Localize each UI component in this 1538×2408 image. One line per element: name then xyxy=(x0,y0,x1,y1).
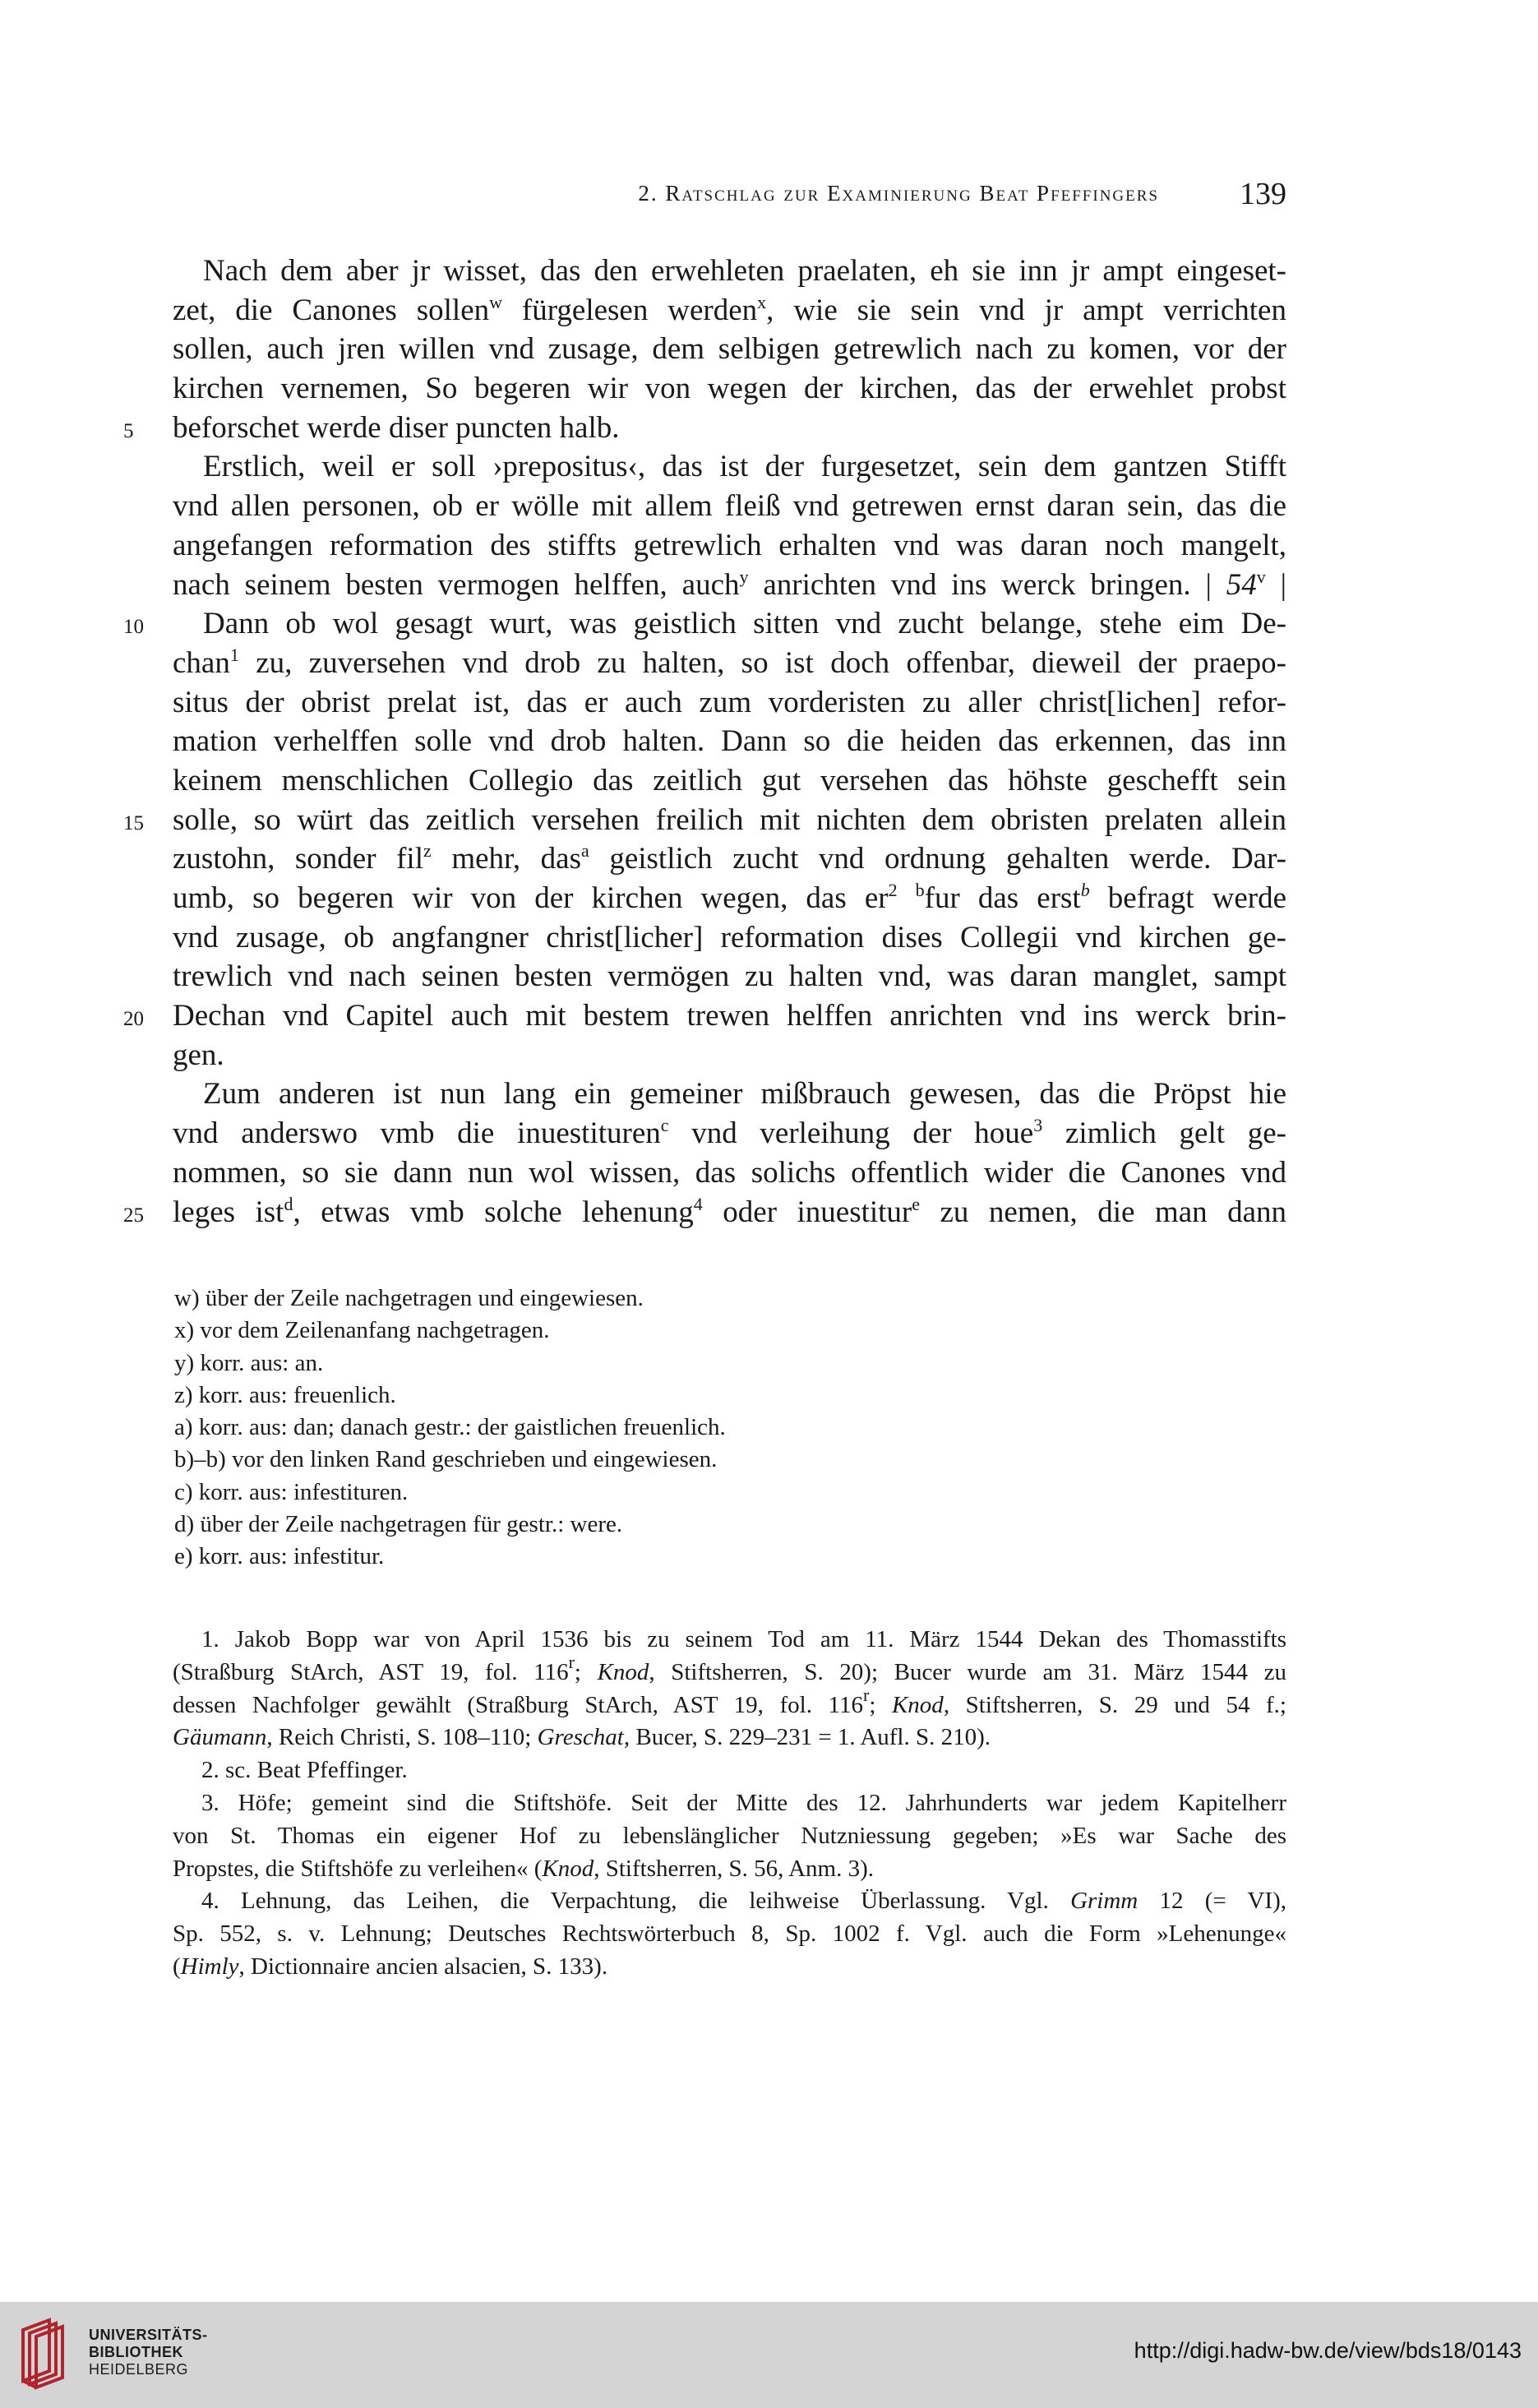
text-line: 15 solle, so würt das zeitlich versehen freilich mit nichten dem obristen prelaten allein xyxy=(173,801,1286,840)
note-marker: x xyxy=(757,291,767,312)
text-note: d) über der Zeile nachgetragen für gestr.: were. xyxy=(174,1511,623,1538)
note-marker: z xyxy=(423,840,432,862)
footnote-line: Sp. 552, s. v. Lehnung; Deutsches Rechtswörterbuch 8, Sp. 1002 f. Vgl. auch die Form »Lehenunge« xyxy=(173,1920,1286,1948)
text-line: situs der obrist prelat ist, das er auch zum vorderisten zu aller christ[lichen] refor- xyxy=(173,685,1286,719)
text-line: kirchen vernemen, So begeren wir von wegen der kirchen, das der erwehlet probst xyxy=(173,372,1286,406)
text-line: 10 Dann ob wol gesagt wurt, was geistlich sitten vnd zucht belange, stehe eim De- xyxy=(173,604,1286,644)
text-line: 25 leges ist$^d$, etwas vmb solche lehenung$^4$ oder inuestitur$^e$ zu nemen, die man dann xyxy=(173,1193,1286,1232)
text-note: x) vor dem Zeilenanfang nachgetragen. xyxy=(174,1317,550,1344)
text-note: c) korr. aus: infestituren. xyxy=(174,1478,409,1505)
text-line: sollen, auch jren willen vnd zusage, dem selbigen getrewlich nach zu komen, vor der xyxy=(173,332,1286,367)
line-number: 10 xyxy=(123,616,144,639)
text-line: vnd anderswo vmb die inuestituren$^c$ vnd verleihung der houe$^3$ zimlich gelt ge- xyxy=(173,1115,1286,1151)
folio-number: 54 xyxy=(1226,567,1257,602)
text-line: nommen, so sie dann nun wol wissen, das solichs offentlich wider die Canones vnd xyxy=(173,1155,1286,1190)
text-line: Zum anderen ist nun lang ein gemeiner mißbrauch gewesen, das die Pröpst hie xyxy=(203,1077,1286,1112)
note-marker: c xyxy=(660,1115,669,1136)
line-number: 15 xyxy=(123,811,144,834)
text-line: zet, die Canones sollen$^w$ fürgelesen werden$^x$, wie sie sein vnd jr ampt verrichten xyxy=(173,291,1286,327)
text-line: gen. xyxy=(173,1038,224,1072)
footnote-line: 1. Jakob Bopp war von April 1536 bis zu seinem Tod am 11. März 1544 Dekan des Thomasstifts xyxy=(201,1626,1286,1652)
footnote-line: (Himly, Dictionnaire ancien alsacien, S. 133). xyxy=(173,1953,608,1980)
note-marker: d xyxy=(284,1193,293,1214)
folio-side: v xyxy=(1256,566,1266,587)
footnote-marker: 4 xyxy=(693,1193,703,1214)
footnote-line: 3. Höfe; gemeint sind die Stiftshöfe. Seit der Mitte des 12. Jahrhunderts war jedem Kapitelherr xyxy=(201,1789,1286,1816)
note-marker: b xyxy=(915,880,925,900)
text-line: Nach dem aber jr wisset, das den erwehleten praelaten, eh sie inn jr ampt eingeset- xyxy=(203,254,1286,288)
main-text xyxy=(123,252,1287,1232)
text-line: nach seinem besten vermogen helffen, auch$^y$ anrichten vnd ins werck bringen. | 54$^v$ | xyxy=(173,566,1286,602)
footnotes xyxy=(173,1624,1286,1984)
text-line: mation verhelffen solle vnd drob halten. Dann so die heiden das erkennen, das inn xyxy=(173,724,1286,759)
text-line: chan$^1$ zu, zuversehen vnd drob zu halten, so ist doch offenbar, dieweil der praepo- xyxy=(173,644,1286,680)
footnote-line: Gäumann, Reich Christi, S. 108–110; Greschat, Bucer, S. 229–231 = 1. Aufl. S. 210). xyxy=(173,1724,991,1751)
library-logo-icon xyxy=(16,2313,74,2396)
footnote-line: von St. Thomas ein eigener Hof zu lebenslänglicher Nutzniessung gegeben; »Es war Sache des xyxy=(173,1822,1286,1849)
text-note: z) korr. aus: freuenlich. xyxy=(174,1381,396,1408)
text-line: Erstlich, weil er soll ›prepositus‹, das ist der furgesetzet, sein dem gantzen Stifft xyxy=(203,450,1286,484)
text-line: angefangen reformation des stiffts getrewlich erhalten vnd was daran noch mangelt, xyxy=(173,528,1286,562)
text-line: vnd allen personen, ob er wölle mit allem fleiß vnd getrewen ernst daran sein, das die xyxy=(173,489,1286,524)
footnote-line: dessen Nachfolger gewählt (Straßburg StArch, AST 19, fol. 116$^r$; Knod, Stiftsherren, S. 29 und 54 f.; xyxy=(173,1684,1286,1718)
running-title: 2. Ratschlag zur Examinierung Beat Pfeffingers xyxy=(638,181,1159,206)
note-marker: b xyxy=(1080,880,1090,900)
line-number: 25 xyxy=(123,1204,144,1227)
text-note: y) korr. aus: an. xyxy=(174,1349,324,1376)
text-line: 20 Dechan vnd Capitel auch mit bestem trewen helffen anrichten vnd ins werck brin- xyxy=(173,996,1286,1036)
running-head xyxy=(173,179,1286,212)
text-note: b)–b) vor den linken Rand geschrieben und eingewiesen. xyxy=(174,1446,718,1473)
text-line: umb, so begeren wir von der kirchen wegen, das $er^2$ $^b$fur das erst$^b$ befragt werde xyxy=(173,880,1287,915)
footnote-line: Propstes, die Stiftshöfe zu verleihen« (Knod, Stiftsherren, S. 56, Anm. 3). xyxy=(173,1855,874,1882)
footnote-marker: 1 xyxy=(229,644,239,665)
text-line: trewlich vnd nach seinen besten vermögen zu halten vnd, was daran manglet, sampt xyxy=(173,959,1286,994)
text-line: zustohn, sonder fil$^z$ mehr, das$^a$ geistlich zucht vnd ordnung gehalten werde. Dar- xyxy=(173,840,1286,876)
line-number: 20 xyxy=(123,1008,144,1031)
viewer-footer xyxy=(0,2302,1538,2408)
text-line: 5 beforschet werde diser puncten halb. xyxy=(173,409,1286,448)
footnote-marker: 3 xyxy=(1033,1115,1043,1136)
note-marker: a xyxy=(581,840,589,862)
text-note: a) korr. aus: dan; danach gestr.: der gaistlichen freuenlich. xyxy=(174,1414,726,1441)
line-number: 5 xyxy=(123,419,134,442)
footnote-line: 4. Lehnung, das Leihen, die Verpachtung, die leihweise Überlassung. Vgl. Grimm 12 (= VI), xyxy=(201,1888,1286,1915)
note-marker: y xyxy=(739,566,749,587)
text-line: keinem menschlichen Collegio das zeitlich gut versehen das höhste geschefft sein xyxy=(173,763,1286,797)
note-marker: w xyxy=(489,291,503,312)
note-marker: e xyxy=(912,1193,921,1214)
footnote-marker: 2 xyxy=(888,880,898,900)
source-url-link[interactable]: http://digi.hadw-bw.de/view/bds18/0143 xyxy=(1134,2338,1522,2363)
footnote-line: (Straßburg StArch, AST 19, fol. 116$^r$; Knod, Stiftsherren, S. 20); Bucer wurde am 31. März 1544 zu xyxy=(173,1651,1286,1685)
text-note: e) korr. aus: infestitur. xyxy=(174,1543,385,1570)
text-note: w) über der Zeile nachgetragen und eingewiesen. xyxy=(174,1285,644,1311)
library-name: UNIVERSITÄTS- BIBLIOTHEK HEIDELBERG xyxy=(89,2327,208,2378)
footnote-line: 2. sc. Beat Pfeffinger. xyxy=(201,1757,408,1784)
page-number: 139 xyxy=(1240,177,1286,211)
text-line: vnd zusage, ob angfangner christ[licher] reformation dises Collegii vnd kirchen ge- xyxy=(173,920,1286,954)
text-critical-notes xyxy=(173,1283,1286,1574)
